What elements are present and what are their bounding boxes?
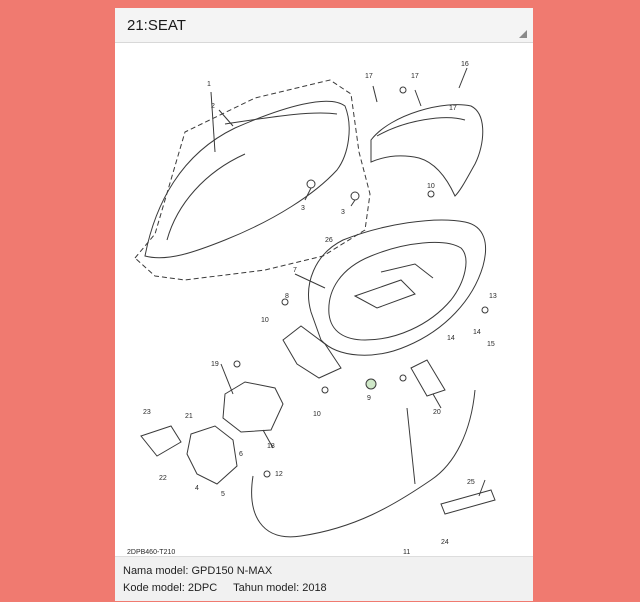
callout-18: 18 (267, 443, 275, 450)
callout-15: 15 (487, 341, 495, 348)
drawing-code: 2DPB460-T210 (127, 549, 176, 556)
tool-part (441, 490, 495, 514)
callout-14a: 14 (447, 335, 455, 342)
model-name-value: GPD150 N-MAX (191, 565, 273, 577)
model-code-row (123, 582, 327, 594)
callout-4: 4 (195, 485, 199, 492)
seat-lock-part (187, 426, 237, 484)
callout-22: 22 (159, 475, 167, 482)
bracket-part (283, 326, 341, 378)
model-year-value: 2018 (302, 582, 327, 594)
diagram-svg (115, 44, 533, 556)
model-code-label: Kode model: (123, 582, 185, 594)
callout-8: 8 (285, 293, 289, 300)
cover-part-18 (223, 382, 283, 432)
callout-10a: 10 (427, 183, 435, 190)
callout-23: 23 (143, 409, 151, 416)
callout-9: 9 (367, 395, 371, 402)
model-year-label: Tahun model: (233, 582, 300, 594)
callout-21: 21 (185, 413, 193, 420)
callout-14b: 14 (473, 329, 481, 336)
expand-corner-icon[interactable] (519, 30, 527, 38)
callout-3b: 3 (341, 209, 345, 216)
model-name-label: Nama model: (123, 565, 189, 577)
title-bar (115, 8, 533, 43)
callout-10c: 10 (313, 411, 321, 418)
callout-3a: 3 (301, 205, 305, 212)
page-title: 21:SEAT (127, 17, 186, 34)
model-code-value: 2DPC (187, 582, 218, 594)
callout-11: 11 (403, 549, 411, 556)
callout-10b: 10 (261, 317, 269, 324)
callout-17c: 17 (449, 105, 457, 112)
callout-5: 5 (221, 491, 225, 498)
bracket-part-22 (141, 426, 181, 456)
parts-card (115, 8, 533, 600)
callout-13: 13 (489, 293, 497, 300)
callout-20: 20 (433, 409, 441, 416)
panel-part-20 (411, 360, 445, 396)
seat-part (145, 101, 349, 258)
callout-26: 26 (325, 237, 333, 244)
callout-16: 16 (461, 61, 469, 68)
seat-cable-part (252, 390, 475, 537)
callout-2: 2 (211, 103, 215, 110)
model-info-footer (115, 556, 533, 601)
callout-12: 12 (275, 471, 283, 478)
callout-17b: 17 (411, 73, 419, 80)
callout-25: 25 (467, 479, 475, 486)
callout-7: 7 (293, 267, 297, 274)
exploded-parts-diagram[interactable] (115, 44, 533, 556)
callout-19: 19 (211, 361, 219, 368)
seat-assembly-outline (135, 80, 370, 280)
callout-17a: 17 (365, 73, 373, 80)
model-name-row (123, 565, 272, 577)
callout-24: 24 (441, 539, 449, 546)
callout-6: 6 (239, 451, 243, 458)
callout-1: 1 (207, 81, 211, 88)
